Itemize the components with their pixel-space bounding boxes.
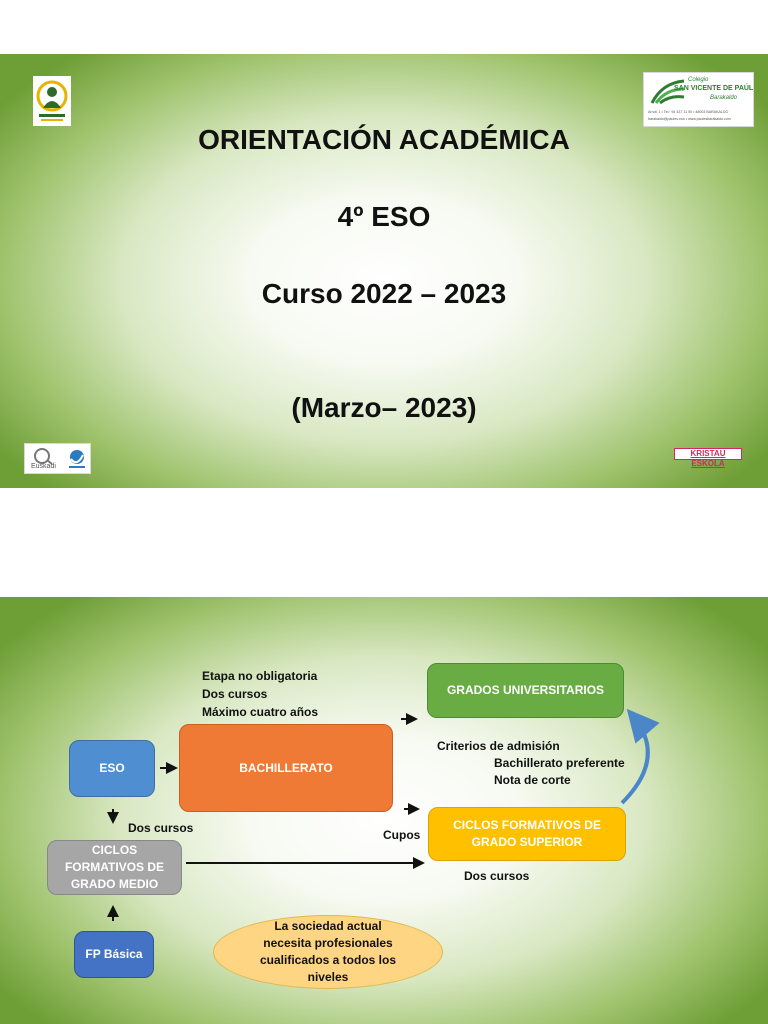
colegio-logo-address: Arruti, 1 • Tel.: 94 437 11 00 • 48003 BARAKALDO [648, 110, 729, 114]
bach-note-1: Etapa no obligatoria [202, 669, 318, 683]
colegio-logo-line2: SAN VICENTE DE PAÚL [674, 85, 754, 92]
euskadi-logo-text: Euskadi [31, 463, 56, 470]
slide-grade: 4º ESO [337, 201, 431, 232]
eso-box: ESO [69, 740, 155, 797]
slide-title: ORIENTACIÓN ACADÉMICA [198, 124, 570, 155]
arrow-superior-grados [622, 715, 648, 803]
ciclos-medio-box: CICLOS FORMATIVOS DE GRADO MEDIO [47, 840, 182, 895]
grados-box: GRADOS UNIVERSITARIOS [427, 663, 624, 718]
colegio-logo [643, 72, 754, 127]
dos-cursos-superior: Dos cursos [464, 869, 530, 883]
criterios-title: Criterios de admisión [437, 739, 560, 753]
criterios-line2: Nota de corte [494, 773, 571, 787]
colegio-logo-web: barakaldo@paules.eus • www.paulesbarakaldo.com [648, 117, 731, 121]
cupos-label: Cupos [383, 828, 421, 842]
title-slide [0, 54, 768, 488]
sociedad-oval-text: La sociedad actual necesita profesionales cualificados a todos los niveles [259, 919, 397, 984]
sociedad-oval [213, 915, 443, 989]
bach-note-2: Dos cursos [202, 687, 268, 701]
colegio-logo-line1: Colegio [688, 77, 709, 83]
ciclos-superior-box: CICLOS FORMATIVOS DE GRADO SUPERIOR [428, 807, 626, 861]
bachillerato-box: BACHILLERATO [179, 724, 393, 812]
bach-note-3: Máximo cuatro años [202, 705, 319, 719]
dos-cursos-medio: Dos cursos [128, 821, 194, 835]
slide-date: (Marzo– 2023) [291, 392, 477, 423]
colegio-logo-line3: Barakaldo [710, 95, 738, 101]
paules-logo [33, 76, 71, 126]
slide-course: Curso 2022 – 2023 [261, 278, 507, 309]
euskadi-logo [24, 443, 91, 474]
kristau-eskola-badge: KRISTAU ESKOLA [674, 448, 742, 460]
criterios-line1: Bachillerato preferente [494, 756, 625, 770]
fp-basica-box: FP Básica [74, 931, 154, 978]
flowchart-slide [0, 597, 768, 1024]
